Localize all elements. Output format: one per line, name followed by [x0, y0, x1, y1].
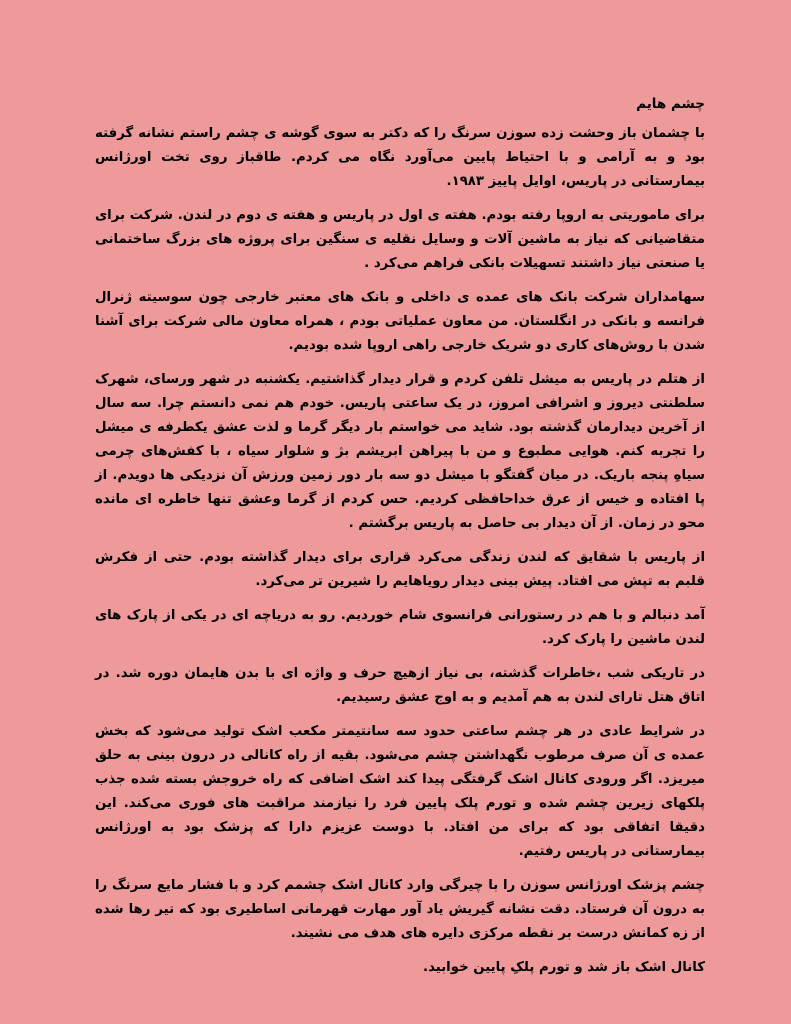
paragraph: در شرایط عادی در هر چشم ساعتی حدود سه سانتیمتر مکعب اشک تولید می‌شود که بخش عمده ی آن صرف مرطوب نگهداشتن چشم می‌شود. بقیه از راه کانالی در درون بینی به حلق میریزد. اگر ورودی کانال اشک گرفتگی پیدا کند اشک اضافی که راه خروجش بسته شده جذب پلکهای زیرین چشم شده و تورم پلک پایین فرد را نیازمند مراقبت های فوری می‌کند. این دقیقا اتفاقی بود که برای من افتاد. با دوست عزیزم دارا که پزشک بود به اورژانس بیمارستانی در پاریس رفتیم. — [95, 724, 705, 859]
paragraph: کانال اشک باز شد و تورم پلکِ پایین خوابید. — [423, 960, 705, 975]
document-page — [95, 92, 705, 990]
paragraph: از پاریس با شقایق که لندن زندگی می‌کرد قراری برای دیدار گذاشته بودم. حتی از فکرش قلبم به تپش می افتاد. پیش بینی دیدار رویاهایم را شیرین تر می‌کرد. — [95, 550, 705, 589]
paragraph: از هتلم در پاریس به میشل تلفن کردم و قرار دیدار گذاشتیم. یکشنبه در شهر ورسای، شهرک سلطنتی دیروز و اشرافی امروز، در یک ساعتی پاریس. خودم هم نمی دانستم چرا. سه سال از آخرین دیدارمان گذشته بود. شاید می خواستم بار دیگر گرما و لذت عشق یکطرفه ی میشل را تجربه کنم. هوایی مطبوع و من با پیراهن ابریشم بژ و شلوار سیاه ، با کفش‌های چرمی سیاهِ پنجه باریک. در میان گفتگو با میشل دو سه بار دور زمین ورزش آن نزدیکی ها دویدم. از پا افتاده و خیس از عرق خداحافظی کردیم. حس کردم از گرما وعشق تنها خاطره ای مانده محو در زمان. از آن دیدار بی حاصل به پاریس برگشتم . — [95, 372, 705, 531]
paragraph: با چشمان باز وحشت زده سوزن سرنگ را که دکتر به سوی گوشه ی چشم راستم نشانه گرفته بود و به آرامی و با احتیاط پایین می‌آورد نگاه می کردم. طاقباز روی تخت اورژانس بیمارستانی در پاریس، اوایل پاییز ۱۹۸۳. — [95, 126, 705, 189]
paragraph: چشم پزشک اورژانس سوزن را با چیرگی وارد کانال اشک چشمم کرد و با فشار مایع سرنگ را به درون آن فرستاد. دقت نشانه گیریش یاد آور مهارت قهرمانی اساطیری بود که تیر رها شده از زه کمانش درست بر نقطه مرکزی دایره های هدف می نشیند. — [95, 878, 705, 941]
document-title: چشم هایم — [636, 96, 705, 112]
paragraph: آمد دنبالم و با هم در رستورانی فرانسوی شام خوردیم. رو به دریاچه ای در یکی از پارک های لندن ماشین را پارک کرد. — [95, 608, 705, 647]
paragraph: برای ماموریتی به اروپا رفته بودم. هفته ی اول در پاریس و هفته ی دوم در لندن. شرکت برای متقاضیانی که نیاز به ماشین آلات و وسایل نقلیه ی سنگین برای پروژه های بزرگ ساختمانی یا صنعتی نیاز داشتند تسهیلات بانکی فراهم می‌کرد . — [95, 208, 705, 271]
paragraph: سهامداران شرکت بانک های عمده ی داخلی و بانک های معتبر خارجی چون سوسیته ژنرال فرانسه و بانکی در انگلستان. من معاون عملیاتی بودم ، همراه معاون مالی شرکت برای آشنا شدن با روش‌های کاری دو شریک خارجی راهی اروپا شده بودیم. — [95, 290, 705, 353]
paragraph: در تاریکی شب ،خاطرات گذشته، بی نیاز ازهیچ حرف و واژه ای با بدن هایمان دوره شد. در اتاق هتل تارای لندن به هم آمدیم و به اوج عشق رسیدیم. — [95, 666, 705, 705]
